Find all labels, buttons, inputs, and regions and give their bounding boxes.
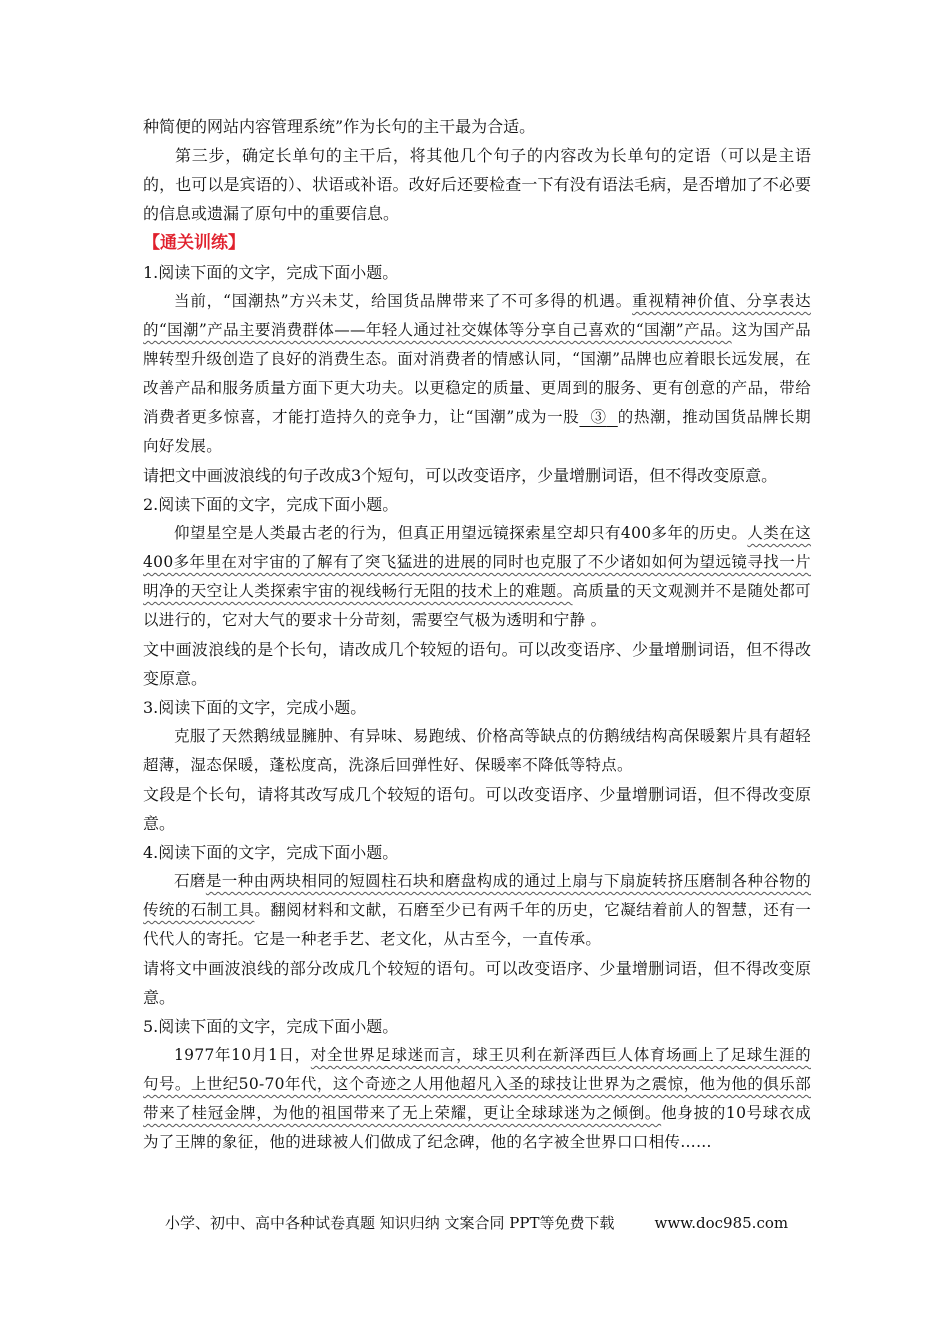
intro-line: 种简便的网站内容管理系统”作为长句的主干最为合适。 bbox=[143, 117, 536, 136]
q4-instruction: 请将文中画波浪线的部分改成几个较短的语句。可以改变语序、少量增删词语，但不得改变原意。 bbox=[143, 959, 811, 1007]
q3-instruction: 文段是个长句，请将其改写成几个较短的语句。可以改变语序、少量增删词语，但不得改变原意。 bbox=[143, 785, 811, 833]
q5-passage bbox=[143, 1041, 811, 1157]
q1-text-end: 的热潮，推动国货品牌长期向好发展。 bbox=[143, 408, 811, 455]
q4-wavy-phrase: 是一种由两块相同的短圆柱石块和磨盘构成的通过上扇与下扇旋转挤压磨制各种谷物的传统的石制工具 bbox=[143, 872, 811, 919]
section-heading: 【通关训练】 bbox=[143, 233, 245, 253]
q4-text-after: 。翻阅材料和文献，石磨至少已有两千年的历史，它凝结着前人的智慧，还有一代代人的寄托。它是一种老手艺、老文化，从古至今，一直传承。 bbox=[143, 901, 811, 948]
q4-text-before: 石磨 bbox=[174, 872, 206, 890]
q1-instruction: 请把文中画波浪线的句子改成3个短句，可以改变语序，少量增删词语，但不得改变原意。 bbox=[143, 466, 778, 485]
q2-text-after: 高质量的天文观测并不是随处都可以进行的，它对大气的要求十分苛刻，需要空气极为透明和宁静 。 bbox=[143, 582, 811, 629]
q2-title: 2.阅读下面的文字，完成下面小题。 bbox=[143, 495, 399, 514]
q2-wavy-sentence: 人类在这400多年里在对宇宙的了解有了突飞猛进的进展的同时也克服了不少诸如如何为望远镜寻找一片明净的天空让人类探索宇宙的视线畅行无阻的技术上的难题。 bbox=[143, 524, 812, 600]
q5-text-after: 他身披的10号球衣成为了王牌的象征，他的进球被人们做成了纪念碑，他的名字被全世界口口相传…… bbox=[143, 1104, 811, 1151]
q2-passage bbox=[143, 519, 811, 635]
q5-wavy-sentence: 对全世界足球迷而言，球王贝利在新泽西巨人体育场画上了足球生涯的句号。上世纪50-70年代，这个奇迹之人用他超凡入圣的球技让世界为之震惊，他为他的俱乐部带来了桂冠金牌，为他的祖国带来了无上荣耀，更让全球球迷为之倾倒。 bbox=[143, 1046, 811, 1122]
q2-text-before: 仰望星空是人类最古老的行为，但真正用望远镜探索星空却只有400多年的历史。 bbox=[174, 524, 748, 542]
intro-step3: 第三步，确定长单句的主干后，将其他几个句子的内容改为长单句的定语（可以是主语的，也可以是宾语的）、状语或补语。改好后还要检查一下有没有语法毛病，是否增加了不必要的信息或遗漏了原句中的重要信息。 bbox=[143, 146, 811, 223]
q1-text-after: 这为国产品牌转型升级创造了良好的消费生态。面对消费者的情感认同，“国潮”品牌也应着眼长远发展，在改善产品和服务质量方面下更大功夫。以更稳定的质量、更周到的服务、更有创意的产品，带给消费者更多惊喜，才能打造持久的竞争力，让“国潮”成为一股 bbox=[143, 321, 811, 426]
q4-passage bbox=[143, 867, 811, 954]
footer-text: 小学、初中、高中各种试卷真题 知识归纳 文案合同 PPT等免费下载 bbox=[165, 1214, 615, 1232]
q1-title: 1.阅读下面的文字，完成下面小题。 bbox=[143, 263, 399, 282]
q4-title: 4.阅读下面的文字，完成下面小题。 bbox=[143, 843, 399, 862]
q3-title: 3.阅读下面的文字，完成小题。 bbox=[143, 698, 367, 717]
q3-passage: 克服了天然鹅绒显臃肿、有异味、易跑绒、价格高等缺点的仿鹅绒结构高保暖絮片具有超轻超薄，湿态保暖，蓬松度高，洗涤后回弹性好、保暖率不降低等特点。 bbox=[143, 727, 811, 774]
q1-passage bbox=[143, 287, 811, 461]
footer-url[interactable]: www.doc985.com bbox=[654, 1214, 789, 1232]
page-footer bbox=[165, 1212, 805, 1234]
document-page bbox=[143, 112, 811, 1157]
q2-instruction: 文中画波浪线的是个长句，请改成几个较短的语句。可以改变语序、少量增删词语，但不得改变原意。 bbox=[143, 640, 811, 688]
q1-blank-number: ③ bbox=[590, 408, 607, 426]
q1-blank bbox=[579, 408, 617, 426]
q5-text-before: 1977年10月1日， bbox=[174, 1046, 311, 1064]
q1-text-before: 当前，“国潮热”方兴未艾，给国货品牌带来了不可多得的机遇。 bbox=[174, 292, 633, 310]
q1-wavy-sentence: 重视精神价值、分享表达的“国潮”产品主要消费群体——年轻人通过社交媒体等分享自己喜欢的“国潮”产品。 bbox=[143, 292, 811, 339]
q5-title: 5.阅读下面的文字，完成下面小题。 bbox=[143, 1017, 399, 1036]
